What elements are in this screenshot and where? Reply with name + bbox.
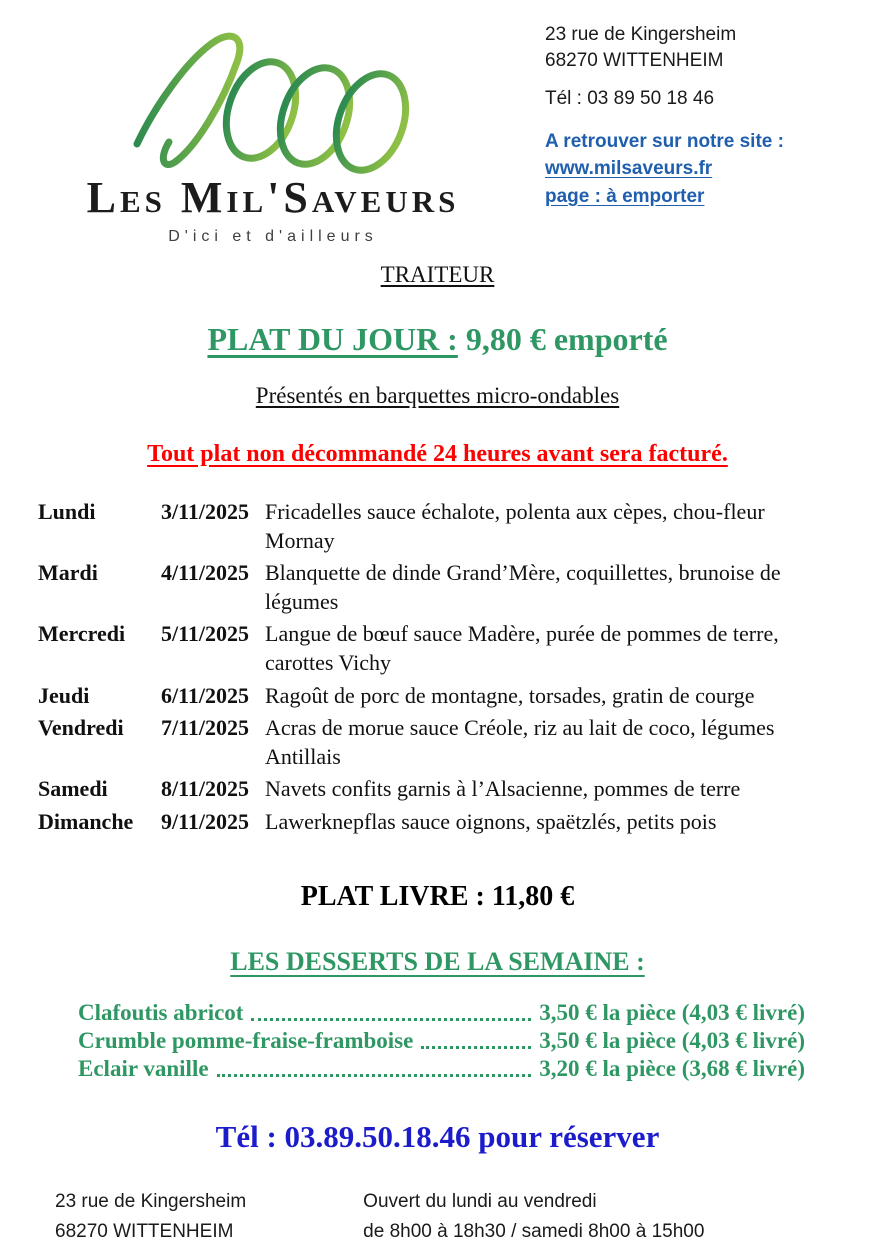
footer-address-line2: 68270 WITTENHEIM — [55, 1220, 234, 1242]
dessert-name: Crumble pomme-fraise-framboise — [78, 1027, 414, 1053]
dessert-row — [78, 1027, 805, 1055]
dish-cell: Navets confits garnis à l’Alsacienne, pommes de terre — [265, 776, 741, 802]
day-cell: Samedi — [38, 776, 108, 802]
date-cell: 6/11/2025 — [161, 682, 250, 708]
dish-cell: Acras de morue sauce Créole, riz au lait de coco, légumes Antillais — [265, 715, 775, 769]
reservation-phone: Tél : 03.89.50.18.46 pour réserver — [215, 1119, 660, 1155]
day-cell: Mardi — [38, 560, 98, 586]
footer-hours-line1: Ouvert du lundi au vendredi — [363, 1191, 597, 1213]
contact-address-line2: 68270 WITTENHEIM — [545, 49, 724, 71]
date-cell: 3/11/2025 — [161, 499, 250, 524]
desserts-title: LES DESSERTS DE LA SEMAINE : — [230, 946, 645, 976]
day-cell: Lundi — [38, 499, 96, 524]
dish-cell: Fricadelles sauce échalote, polenta aux cèpes, chou-fleur Mornay — [265, 499, 765, 553]
site-url-link[interactable]: www.milsaveurs.fr — [545, 158, 713, 180]
plat-du-jour-heading — [38, 321, 837, 358]
presentation-note: Présentés en barquettes micro-ondables — [255, 383, 620, 408]
day-cell: Vendredi — [38, 715, 124, 741]
brand-name: Les Mil'Saveurs — [86, 173, 460, 222]
desserts-list — [78, 999, 805, 1084]
dish-cell: Langue de bœuf sauce Madère, purée de pommes de terre, carottes Vichy — [265, 621, 779, 675]
plat-du-jour-label: PLAT DU JOUR : — [207, 321, 458, 357]
dish-cell: Lawerknepflas sauce oignons, spaëtzlés, petits pois — [265, 808, 717, 834]
contact-phone: Tél : 03 89 50 18 46 — [545, 88, 715, 110]
dotted-leader — [421, 1046, 531, 1049]
cancellation-warning: Tout plat non décommandé 24 heures avant sera facturé. — [147, 441, 728, 467]
dish-cell: Blanquette de dinde Grand’Mère, coquillettes, brunoise de légumes — [265, 560, 781, 614]
date-cell: 9/11/2025 — [161, 808, 250, 834]
dotted-leader — [251, 1018, 531, 1021]
logo-swirl-icon — [123, 26, 423, 176]
day-cell: Mercredi — [38, 621, 126, 647]
site-page-link[interactable]: page : à emporter — [545, 186, 705, 208]
dessert-name: Eclair vanille — [78, 1056, 209, 1082]
date-cell: 7/11/2025 — [161, 715, 250, 741]
footer — [38, 1187, 837, 1246]
day-cell: Jeudi — [38, 682, 90, 708]
dotted-leader — [217, 1074, 532, 1077]
date-cell: 4/11/2025 — [161, 560, 250, 586]
week-menu-table — [38, 496, 837, 837]
dessert-price: 3,50 € la pièce (4,03 € livré) — [539, 999, 805, 1025]
date-cell: 8/11/2025 — [161, 776, 250, 802]
site-intro: A retrouver sur notre site : — [545, 130, 784, 152]
header — [38, 18, 837, 246]
contact-block — [545, 18, 784, 211]
footer-address — [55, 1187, 246, 1246]
footer-hours-line2: de 8h00 à 18h30 / samedi 8h00 à 15h00 — [363, 1220, 705, 1242]
plat-du-jour-price: 9,80 € emporté — [457, 321, 668, 357]
date-cell: 5/11/2025 — [161, 621, 250, 647]
dessert-name: Clafoutis abricot — [78, 999, 244, 1025]
contact-address-line1: 23 rue de Kingersheim — [545, 24, 737, 45]
footer-hours — [363, 1187, 704, 1246]
site-block — [545, 128, 784, 211]
plat-livre-heading: PLAT LIVRE : 11,80 € — [300, 880, 575, 912]
brand-tagline: D'ici et d'ailleurs — [168, 228, 378, 245]
dessert-price: 3,20 € la pièce (3,68 € livré) — [539, 1056, 805, 1082]
dessert-row — [78, 1055, 805, 1083]
footer-address-line1: 23 rue de Kingersheim — [55, 1191, 247, 1213]
dessert-row — [78, 999, 805, 1027]
section-title: TRAITEUR — [380, 262, 495, 287]
dish-cell: Ragoût de porc de montagne, torsades, gratin de courge — [265, 682, 755, 708]
day-cell: Dimanche — [38, 808, 134, 834]
logo-block — [38, 18, 508, 246]
dessert-price: 3,50 € la pièce (4,03 € livré) — [539, 1027, 805, 1053]
